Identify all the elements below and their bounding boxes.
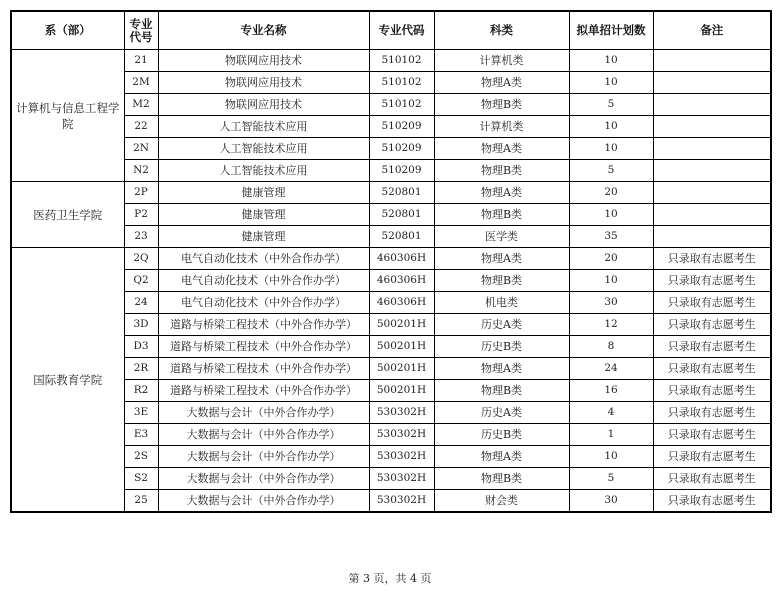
major-code-cell: 21 [124, 50, 158, 72]
table-row [11, 270, 771, 292]
notes-cell [653, 160, 771, 182]
category-cell: 历史B类 [434, 336, 569, 358]
table-row [11, 138, 771, 160]
major-code-cell: 2R [124, 358, 158, 380]
program-code-cell: 530302H [369, 468, 434, 490]
category-cell: 历史B类 [434, 424, 569, 446]
plan-count-cell: 4 [569, 402, 653, 424]
notes-cell: 只录取有志愿考生 [653, 336, 771, 358]
plan-count-cell: 10 [569, 116, 653, 138]
table-row [11, 116, 771, 138]
major-code-cell: 2M [124, 72, 158, 94]
plan-count-cell: 8 [569, 336, 653, 358]
enrollment-plan-table [10, 10, 772, 513]
major-name-cell: 人工智能技术应用 [158, 160, 369, 182]
major-name-cell: 大数据与会计（中外合作办学） [158, 446, 369, 468]
table-row [11, 182, 771, 204]
major-code-cell: Q2 [124, 270, 158, 292]
plan-count-cell: 5 [569, 160, 653, 182]
table-row [11, 72, 771, 94]
major-code-cell: 3D [124, 314, 158, 336]
plan-count-cell: 1 [569, 424, 653, 446]
major-code-cell: 25 [124, 490, 158, 513]
program-code-cell: 530302H [369, 446, 434, 468]
header-category: 科类 [434, 11, 569, 50]
category-cell: 计算机类 [434, 50, 569, 72]
header-plan-count: 拟单招计划数 [569, 11, 653, 50]
major-code-cell: 2Q [124, 248, 158, 270]
major-name-cell: 大数据与会计（中外合作办学） [158, 402, 369, 424]
category-cell: 物理B类 [434, 380, 569, 402]
major-code-cell: E3 [124, 424, 158, 446]
dept-cell: 国际教育学院 [11, 248, 124, 513]
program-code-cell: 510102 [369, 72, 434, 94]
program-code-cell: 510209 [369, 138, 434, 160]
notes-cell [653, 50, 771, 72]
program-code-cell: 500201H [369, 380, 434, 402]
notes-cell [653, 94, 771, 116]
major-name-cell: 电气自动化技术（中外合作办学） [158, 270, 369, 292]
program-code-cell: 500201H [369, 314, 434, 336]
table-row [11, 336, 771, 358]
major-name-cell: 物联网应用技术 [158, 72, 369, 94]
program-code-cell: 510209 [369, 116, 434, 138]
program-code-cell: 520801 [369, 204, 434, 226]
plan-count-cell: 5 [569, 468, 653, 490]
major-code-cell: R2 [124, 380, 158, 402]
category-cell: 物理A类 [434, 72, 569, 94]
major-name-cell: 人工智能技术应用 [158, 138, 369, 160]
major-name-cell: 大数据与会计（中外合作办学） [158, 424, 369, 446]
notes-cell [653, 204, 771, 226]
table-row [11, 50, 771, 72]
category-cell: 医学类 [434, 226, 569, 248]
major-code-cell: N2 [124, 160, 158, 182]
plan-count-cell: 10 [569, 50, 653, 72]
category-cell: 物理A类 [434, 182, 569, 204]
table-body [11, 50, 771, 513]
table-row [11, 314, 771, 336]
major-code-cell: 2S [124, 446, 158, 468]
major-code-cell: 2P [124, 182, 158, 204]
notes-cell: 只录取有志愿考生 [653, 358, 771, 380]
table-row [11, 424, 771, 446]
plan-count-cell: 30 [569, 292, 653, 314]
plan-count-cell: 5 [569, 94, 653, 116]
major-code-cell: 22 [124, 116, 158, 138]
notes-cell [653, 226, 771, 248]
notes-cell: 只录取有志愿考生 [653, 248, 771, 270]
table-row [11, 248, 771, 270]
major-name-cell: 道路与桥梁工程技术（中外合作办学） [158, 336, 369, 358]
major-name-cell: 道路与桥梁工程技术（中外合作办学） [158, 358, 369, 380]
major-name-cell: 物联网应用技术 [158, 94, 369, 116]
major-code-cell: 24 [124, 292, 158, 314]
notes-cell: 只录取有志愿考生 [653, 446, 771, 468]
table-row [11, 204, 771, 226]
category-cell: 物理B类 [434, 204, 569, 226]
dept-cell: 医药卫生学院 [11, 182, 124, 248]
major-code-cell: 2N [124, 138, 158, 160]
major-name-cell: 道路与桥梁工程技术（中外合作办学） [158, 380, 369, 402]
header-notes: 备注 [653, 11, 771, 50]
category-cell: 物理B类 [434, 94, 569, 116]
plan-count-cell: 10 [569, 72, 653, 94]
plan-count-cell: 16 [569, 380, 653, 402]
table-row [11, 380, 771, 402]
program-code-cell: 510102 [369, 94, 434, 116]
major-code-cell: M2 [124, 94, 158, 116]
header-dept: 系（部） [11, 11, 124, 50]
program-code-cell: 500201H [369, 336, 434, 358]
major-name-cell: 电气自动化技术（中外合作办学） [158, 292, 369, 314]
header-major-name: 专业名称 [158, 11, 369, 50]
header-major-code: 专业代号 [124, 11, 158, 50]
major-name-cell: 大数据与会计（中外合作办学） [158, 468, 369, 490]
table-row [11, 226, 771, 248]
major-code-cell: D3 [124, 336, 158, 358]
table-row [11, 292, 771, 314]
notes-cell [653, 72, 771, 94]
major-name-cell: 健康管理 [158, 182, 369, 204]
page-number: 第 3 页，共 4 页 [348, 572, 432, 585]
table-row [11, 490, 771, 513]
header-row [11, 11, 771, 50]
plan-count-cell: 10 [569, 270, 653, 292]
program-code-cell: 520801 [369, 182, 434, 204]
program-code-cell: 530302H [369, 402, 434, 424]
category-cell: 物理B类 [434, 468, 569, 490]
plan-count-cell: 10 [569, 446, 653, 468]
notes-cell: 只录取有志愿考生 [653, 270, 771, 292]
category-cell: 历史A类 [434, 314, 569, 336]
notes-cell: 只录取有志愿考生 [653, 424, 771, 446]
category-cell: 历史A类 [434, 402, 569, 424]
program-code-cell: 460306H [369, 292, 434, 314]
major-name-cell: 人工智能技术应用 [158, 116, 369, 138]
program-code-cell: 530302H [369, 424, 434, 446]
notes-cell: 只录取有志愿考生 [653, 490, 771, 513]
plan-count-cell: 10 [569, 204, 653, 226]
plan-count-cell: 20 [569, 182, 653, 204]
category-cell: 物理B类 [434, 270, 569, 292]
major-code-cell: 23 [124, 226, 158, 248]
program-code-cell: 460306H [369, 248, 434, 270]
category-cell: 物理A类 [434, 138, 569, 160]
notes-cell: 只录取有志愿考生 [653, 292, 771, 314]
notes-cell: 只录取有志愿考生 [653, 468, 771, 490]
major-code-cell: S2 [124, 468, 158, 490]
dept-cell: 计算机与信息工程学院 [11, 50, 124, 182]
category-cell: 机电类 [434, 292, 569, 314]
notes-cell [653, 138, 771, 160]
program-code-cell: 510209 [369, 160, 434, 182]
notes-cell: 只录取有志愿考生 [653, 402, 771, 424]
major-name-cell: 物联网应用技术 [158, 50, 369, 72]
major-name-cell: 大数据与会计（中外合作办学） [158, 490, 369, 513]
table-row [11, 468, 771, 490]
major-code-cell: P2 [124, 204, 158, 226]
plan-count-cell: 20 [569, 248, 653, 270]
plan-count-cell: 30 [569, 490, 653, 513]
major-name-cell: 电气自动化技术（中外合作办学） [158, 248, 369, 270]
category-cell: 物理A类 [434, 446, 569, 468]
notes-cell [653, 116, 771, 138]
notes-cell: 只录取有志愿考生 [653, 314, 771, 336]
plan-count-cell: 10 [569, 138, 653, 160]
plan-count-cell: 35 [569, 226, 653, 248]
notes-cell [653, 182, 771, 204]
table-row [11, 160, 771, 182]
header-program-code: 专业代码 [369, 11, 434, 50]
category-cell: 计算机类 [434, 116, 569, 138]
category-cell: 物理B类 [434, 160, 569, 182]
major-name-cell: 道路与桥梁工程技术（中外合作办学） [158, 314, 369, 336]
table-row [11, 446, 771, 468]
program-code-cell: 520801 [369, 226, 434, 248]
table-row [11, 402, 771, 424]
category-cell: 财会类 [434, 490, 569, 513]
plan-count-cell: 24 [569, 358, 653, 380]
program-code-cell: 460306H [369, 270, 434, 292]
major-name-cell: 健康管理 [158, 226, 369, 248]
table-row [11, 94, 771, 116]
program-code-cell: 530302H [369, 490, 434, 513]
category-cell: 物理A类 [434, 358, 569, 380]
program-code-cell: 500201H [369, 358, 434, 380]
category-cell: 物理A类 [434, 248, 569, 270]
program-code-cell: 510102 [369, 50, 434, 72]
major-name-cell: 健康管理 [158, 204, 369, 226]
major-code-cell: 3E [124, 402, 158, 424]
notes-cell: 只录取有志愿考生 [653, 380, 771, 402]
plan-count-cell: 12 [569, 314, 653, 336]
table-row [11, 358, 771, 380]
